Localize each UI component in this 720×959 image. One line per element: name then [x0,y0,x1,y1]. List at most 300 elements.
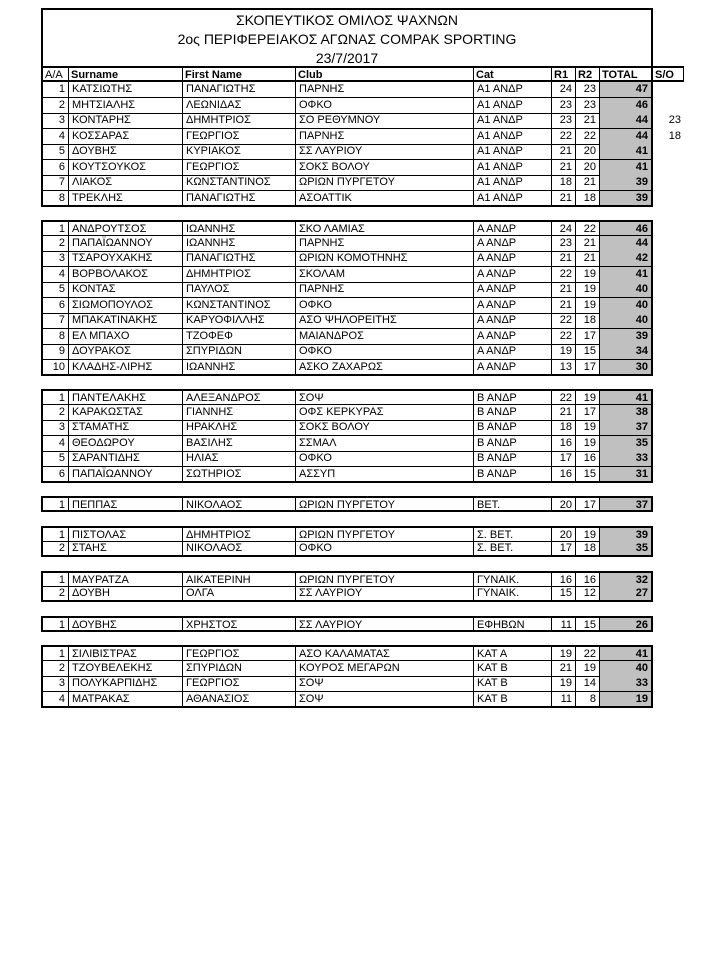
cell-r2: 16 [576,451,600,467]
cell-r2: 23 [576,98,600,114]
cell-first-name: ΠΑΝΑΓΙΩΤΗΣ [183,251,296,267]
table-row [41,360,684,376]
cell-total: 39 [600,329,653,345]
cell-aa: 4 [41,436,69,452]
event-title: 2ος ΠΕΡΙΦΕΡΕΙΑΚΟΣ ΑΓΩΝΑΣ COMPAK SPORTING [177,31,517,47]
cell-r1: 19 [552,344,576,360]
cell-total: 47 [600,82,653,98]
cell-so [653,467,684,483]
cell-surname: ΒΟΡΒΟΛΑΚΟΣ [69,267,183,283]
cell-category: Α ΑΝΔΡ [474,236,552,252]
cell-r2: 20 [576,144,600,160]
cell-category: ΚΑΤ Β [474,661,552,677]
cell-club: ΩΡΙΩΝ ΠΥΡΓΕΤΟΥ [296,496,474,512]
table-row [41,329,684,345]
cell-total: 40 [600,313,653,329]
table-row [41,298,684,314]
cell-so [653,298,684,314]
table-row [41,451,684,467]
cell-club: ΑΣΟΑΤΤΙΚ [296,191,474,207]
cell-club: ΣΣ ΛΑΥΡΙΟΥ [296,616,474,632]
cell-r1: 21 [552,144,576,160]
cell-so: 18 [668,129,681,142]
cell-aa: 8 [41,191,69,207]
cell-so [653,389,684,405]
cell-so [653,692,684,708]
cell-category: Σ. ΒΕΤ. [474,526,552,542]
cell-r2: 21 [576,113,600,129]
cell-first-name: ΓΕΩΡΓΙΟΣ [183,129,296,145]
cell-aa: 3 [41,676,69,692]
cell-aa: 1 [41,82,69,98]
cell-aa: 5 [41,144,69,160]
cell-r2: 17 [576,405,600,421]
cell-aa: 1 [41,616,69,632]
cell-total: 27 [600,586,653,602]
cell-category: Α1 ΑΝΔΡ [474,175,552,191]
cell-club: ΣΟ ΡΕΘΥΜΝΟΥ [296,113,474,129]
cell-first-name: ΙΩΑΝΝΗΣ [183,360,296,376]
cell-r2: 14 [576,676,600,692]
table-row [41,676,684,692]
cell-category: ΚΑΤ Β [474,692,552,708]
cell-first-name: ΙΩΑΝΝΗΣ [183,236,296,252]
cell-aa: 7 [41,313,69,329]
cell-aa: 1 [41,220,69,236]
cell-aa: 1 [41,571,69,587]
cell-category: Α1 ΑΝΔΡ [474,191,552,207]
cell-club: ΣΚΟ ΛΑΜΙΑΣ [296,220,474,236]
cell-aa: 6 [41,467,69,483]
cell-category: Α1 ΑΝΔΡ [474,98,552,114]
cell-r1: 16 [552,436,576,452]
cell-category: ΒΕΤ. [474,496,552,512]
cell-surname: ΔΟΥΒΗ [69,586,183,602]
cell-club: ΣΣΜΑΛ [296,436,474,452]
cell-surname: ΔΟΥΡΑΚΟΣ [69,344,183,360]
cell-r1: 21 [552,298,576,314]
table-row [41,389,684,405]
cell-total: 39 [600,191,653,207]
cell-category: Α1 ΑΝΔΡ [474,113,552,129]
cell-club: ΟΦΚΟ [296,451,474,467]
cell-first-name: ΚΥΡΙΑΚΟΣ [183,144,296,160]
title-block [41,8,653,66]
cell-total: TOTAL [600,66,653,82]
cell-so [653,526,684,542]
cell-aa: 6 [41,298,69,314]
cell-aa: 2 [41,541,69,557]
cell-aa: 8 [41,329,69,345]
cell-r2: 12 [576,586,600,602]
cell-total: 32 [600,571,653,587]
cell-total: 41 [600,645,653,661]
cell-category: Β ΑΝΔΡ [474,389,552,405]
cell-r1: 19 [552,676,576,692]
cell-r2: 18 [576,191,600,207]
table-row [41,191,684,207]
cell-surname: ΜΠΑΚΑΤΙΝΑΚΗΣ [69,313,183,329]
cell-so [653,191,684,207]
cell-r2: 15 [576,467,600,483]
table-row [41,436,684,452]
cell-first-name: ΓΙΑΝΝΗΣ [183,405,296,421]
cell-so [653,571,684,587]
cell-club: Club [296,66,474,82]
table-row [41,251,684,267]
cell-so [653,436,684,452]
cell-first-name: ΓΕΩΡΓΙΟΣ [183,676,296,692]
cell-first-name: ΟΛΓΑ [183,586,296,602]
cell-category: Β ΑΝΔΡ [474,420,552,436]
cell-so [653,144,684,160]
cell-aa: 4 [41,267,69,283]
cell-aa: 5 [41,282,69,298]
cell-first-name: ΔΗΜΗΤΡΙΟΣ [183,526,296,542]
cell-aa: 2 [41,586,69,602]
cell-aa: 9 [41,344,69,360]
cell-category: Β ΑΝΔΡ [474,451,552,467]
cell-surname: ΠΑΠΑΪΩΑΝΝΟΥ [69,236,183,252]
cell-club: ΟΦΚΟ [296,344,474,360]
table-row [41,344,684,360]
table-row [41,129,684,145]
cell-category: ΓΥΝΑΙΚ. [474,571,552,587]
cell-category: Σ. ΒΕΤ. [474,541,552,557]
cell-total: 40 [600,282,653,298]
cell-total: 40 [600,298,653,314]
cell-r2: 19 [576,661,600,677]
cell-r2: 22 [576,645,600,661]
cell-aa: 3 [41,251,69,267]
cell-r2: 18 [576,541,600,557]
cell-club: ΩΡΙΩΝ ΠΥΡΓΕΤΟΥ [296,571,474,587]
cell-so [653,282,684,298]
cell-r2: 22 [576,129,600,145]
cell-so [653,586,684,602]
cell-first-name: ΠΑΥΛΟΣ [183,282,296,298]
table-row [41,144,684,160]
cell-first-name: ΒΑΣΙΛΗΣ [183,436,296,452]
cell-surname: ΔΟΥΒΗΣ [69,144,183,160]
cell-r2: 17 [576,360,600,376]
cell-so [653,676,684,692]
table-row [41,526,684,542]
cell-total: 35 [600,541,653,557]
cell-so: 23 [668,114,681,126]
cell-so [653,160,684,176]
cell-so [653,420,684,436]
cell-surname: ΣΙΩΜΟΠΟΥΛΟΣ [69,298,183,314]
cell-so [653,329,684,345]
cell-first-name: ΝΙΚΟΛΑΟΣ [183,541,296,557]
table-row [41,220,684,236]
cell-so [653,267,684,283]
cell-total: 26 [600,616,653,632]
cell-r1: 17 [552,541,576,557]
cell-first-name: ΧΡΗΣΤΟΣ [183,616,296,632]
cell-club: ΣΟΨ [296,389,474,405]
cell-first-name: ΗΛΙΑΣ [183,451,296,467]
cell-aa: 5 [41,451,69,467]
cell-so [653,645,684,661]
cell-category: Α ΑΝΔΡ [474,344,552,360]
cell-category: ΚΑΤ Α [474,645,552,661]
cell-aa: 2 [41,405,69,421]
cell-surname: ΣΤΑΜΑΤΗΣ [69,420,183,436]
cell-first-name: ΗΡΑΚΛΗΣ [183,420,296,436]
table-row [41,113,684,129]
table-row [41,467,684,483]
cell-r2: 19 [576,526,600,542]
cell-category: Α ΑΝΔΡ [474,251,552,267]
table-row [41,541,684,557]
cell-aa: 2 [41,98,69,114]
cell-category: ΕΦΗΒΩΝ [474,616,552,632]
cell-aa: 1 [41,645,69,661]
cell-so [653,405,684,421]
cell-first-name: ΔΗΜΗΤΡΙΟΣ [183,113,296,129]
cell-so [653,344,684,360]
cell-r1: 24 [552,220,576,236]
cell-surname: ΚΟΝΤΑΣ [69,282,183,298]
cell-category: Α ΑΝΔΡ [474,360,552,376]
cell-surname: ΠΕΠΠΑΣ [69,496,183,512]
cell-total: 34 [600,344,653,360]
cell-total: 41 [600,389,653,405]
cell-first-name: ΔΗΜΗΤΡΙΟΣ [183,267,296,283]
table-row [41,586,684,602]
table-row [41,160,684,176]
cell-club: ΟΦΚΟ [296,98,474,114]
cell-r2: 19 [576,282,600,298]
cell-club: ΣΟΨ [296,692,474,708]
cell-r2: 17 [576,329,600,345]
cell-r1: 21 [552,282,576,298]
cell-r1: 19 [552,645,576,661]
cell-r1: 20 [552,496,576,512]
cell-r2: 16 [576,571,600,587]
cell-first-name: ΠΑΝΑΓΙΩΤΗΣ [183,82,296,98]
cell-r1: 22 [552,313,576,329]
cell-r1: 22 [552,267,576,283]
table-row [41,236,684,252]
cell-surname: ΣΤΑΗΣ [69,541,183,557]
cell-category: Α ΑΝΔΡ [474,282,552,298]
cell-club: ΣΟΚΣ ΒΟΛΟΥ [296,420,474,436]
cell-so: S/O [653,66,684,82]
table-row [41,175,684,191]
cell-aa: 1 [41,496,69,512]
cell-r1: 21 [552,191,576,207]
cell-so [653,360,684,376]
cell-first-name: ΤΖΟΦΕΦ [183,329,296,345]
cell-aa: 6 [41,160,69,176]
cell-category: Α1 ΑΝΔΡ [474,144,552,160]
cell-surname: ΠΙΣΤΟΛΑΣ [69,526,183,542]
cell-club: ΟΦΚΟ [296,541,474,557]
cell-r2: 19 [576,298,600,314]
cell-total: 35 [600,436,653,452]
cell-surname: ΤΣΑΡΟΥΧΑΚΗΣ [69,251,183,267]
cell-club: ΑΣΟ ΚΑΛΑΜΑΤΑΣ [296,645,474,661]
cell-club: ΣΟΚΣ ΒΟΛΟΥ [296,160,474,176]
cell-aa: 7 [41,175,69,191]
cell-surname: ΜΑΤΡΑΚΑΣ [69,692,183,708]
cell-r2: 19 [576,420,600,436]
cell-first-name: First Name [183,66,296,82]
cell-surname: ΕΛ ΜΠΑΧΟ [69,329,183,345]
cell-first-name: ΑΘΑΝΑΣΙΟΣ [183,692,296,708]
table-row [41,571,684,587]
cell-aa: 4 [41,129,69,145]
cell-r1: 22 [552,389,576,405]
cell-surname: ΣΑΡΑΝΤΙΔΗΣ [69,451,183,467]
cell-club: ΑΣΚΟ ΖΑΧΑΡΩΣ [296,360,474,376]
table-row [41,420,684,436]
cell-category: Α1 ΑΝΔΡ [474,129,552,145]
cell-r1: 11 [552,692,576,708]
cell-total: 33 [600,676,653,692]
cell-total: 44 [600,236,653,252]
cell-surname: ΜΑΥΡΑΤΖΑ [69,571,183,587]
cell-total: 31 [600,467,653,483]
cell-club: ΚΟΥΡΟΣ ΜΕΓΑΡΩΝ [296,661,474,677]
cell-total: 37 [600,420,653,436]
cell-club: ΠΑΡΝΗΣ [296,236,474,252]
cell-total: 41 [600,267,653,283]
cell-first-name: ΠΑΝΑΓΙΩΤΗΣ [183,191,296,207]
cell-club: ΩΡΙΩΝ ΚΟΜΟΤΗΝΗΣ [296,251,474,267]
cell-club: ΣΣ ΛΑΥΡΙΟΥ [296,144,474,160]
cell-r1: 23 [552,236,576,252]
cell-surname: ΜΗΤΣΙΑΛΗΣ [69,98,183,114]
cell-total: 39 [600,526,653,542]
cell-aa: 3 [41,420,69,436]
cell-r2: 18 [576,313,600,329]
cell-r2: 21 [576,236,600,252]
cell-r1: 23 [552,98,576,114]
cell-category: Β ΑΝΔΡ [474,436,552,452]
cell-club: ΣΟΨ [296,676,474,692]
table-row [41,645,684,661]
cell-category: Α ΑΝΔΡ [474,267,552,283]
cell-r2: 22 [576,220,600,236]
cell-total: 42 [600,251,653,267]
cell-r2: 21 [576,175,600,191]
cell-first-name: ΝΙΚΟΛΑΟΣ [183,496,296,512]
cell-r2: R2 [576,66,600,82]
cell-total: 38 [600,405,653,421]
cell-first-name: ΑΙΚΑΤΕΡΙΝΗ [183,571,296,587]
header-row [41,66,684,82]
cell-surname: ΠΑΝΤΕΛΑΚΗΣ [69,389,183,405]
cell-r2: 23 [576,82,600,98]
cell-total: 41 [600,144,653,160]
cell-aa: 4 [41,692,69,708]
cell-category: Α ΑΝΔΡ [474,298,552,314]
cell-total: 46 [600,98,653,114]
cell-so [653,451,684,467]
table-row [41,267,684,283]
table-row [41,82,684,98]
cell-r1: 15 [552,586,576,602]
cell-total: 44 [600,129,653,145]
event-date: 23/7/2017 [315,50,379,66]
table-row [41,496,684,512]
table-row [41,661,684,677]
cell-r1: 22 [552,129,576,145]
cell-surname: ΑΝΔΡΟΥΤΣΟΣ [69,220,183,236]
cell-first-name: ΚΩΝΣΤΑΝΤΙΝΟΣ [183,298,296,314]
cell-surname: ΘΕΟΔΩΡΟΥ [69,436,183,452]
cell-category: Α ΑΝΔΡ [474,313,552,329]
cell-first-name: ΓΕΩΡΓΙΟΣ [183,160,296,176]
cell-surname: ΚΟΥΤΣΟΥΚΟΣ [69,160,183,176]
cell-r2: 15 [576,344,600,360]
cell-r2: 15 [576,616,600,632]
cell-so [653,98,684,114]
club-title: ΣΚΟΠΕΥΤΙΚΟΣ ΟΜΙΛΟΣ ΨΑΧΝΩΝ [235,12,458,28]
cell-surname: ΤΡΕΚΛΗΣ [69,191,183,207]
cell-r1: 21 [552,661,576,677]
cell-category: Α1 ΑΝΔΡ [474,160,552,176]
cell-club: ΣΚΟΛΑΜ [296,267,474,283]
cell-total: 33 [600,451,653,467]
cell-first-name: ΙΩΑΝΝΗΣ [183,220,296,236]
cell-so [653,236,684,252]
cell-category: Cat [474,66,552,82]
cell-r1: 18 [552,175,576,191]
cell-surname: Surname [69,66,183,82]
cell-first-name: ΣΠΥΡΙΔΩΝ [183,661,296,677]
cell-r1: 13 [552,360,576,376]
cell-surname: ΚΟΣΣΑΡΑΣ [69,129,183,145]
cell-total: 44 [600,113,653,129]
cell-r1: 11 [552,616,576,632]
cell-total: 30 [600,360,653,376]
cell-first-name: ΛΕΩΝΙΔΑΣ [183,98,296,114]
cell-surname: ΤΖΟΥΒΕΛΕΚΗΣ [69,661,183,677]
cell-surname: ΛΙΑΚΟΣ [69,175,183,191]
cell-r1: 22 [552,329,576,345]
cell-so [653,616,684,632]
cell-total: 46 [600,220,653,236]
cell-first-name: ΓΕΩΡΓΙΟΣ [183,645,296,661]
cell-category: Β ΑΝΔΡ [474,467,552,483]
cell-category: ΓΥΝΑΙΚ. [474,586,552,602]
cell-total: 41 [600,160,653,176]
cell-aa: 1 [41,389,69,405]
cell-so [653,541,684,557]
cell-r1: 16 [552,467,576,483]
cell-club: ΩΡΙΩΝ ΠΥΡΓΕΤΟΥ [296,526,474,542]
cell-category: Β ΑΝΔΡ [474,405,552,421]
cell-category: Α1 ΑΝΔΡ [474,82,552,98]
cell-r2: 8 [576,692,600,708]
cell-aa: 10 [41,360,69,376]
cell-r2: 19 [576,436,600,452]
cell-category: ΚΑΤ Β [474,676,552,692]
cell-club: ΜΑΙΑΝΔΡΟΣ [296,329,474,345]
cell-club: ΣΣ ΛΑΥΡΙΟΥ [296,586,474,602]
cell-r2: 19 [576,267,600,283]
cell-total: 37 [600,496,653,512]
cell-r2: 21 [576,251,600,267]
cell-so [653,82,684,98]
cell-r2: 17 [576,496,600,512]
cell-aa: 2 [41,236,69,252]
